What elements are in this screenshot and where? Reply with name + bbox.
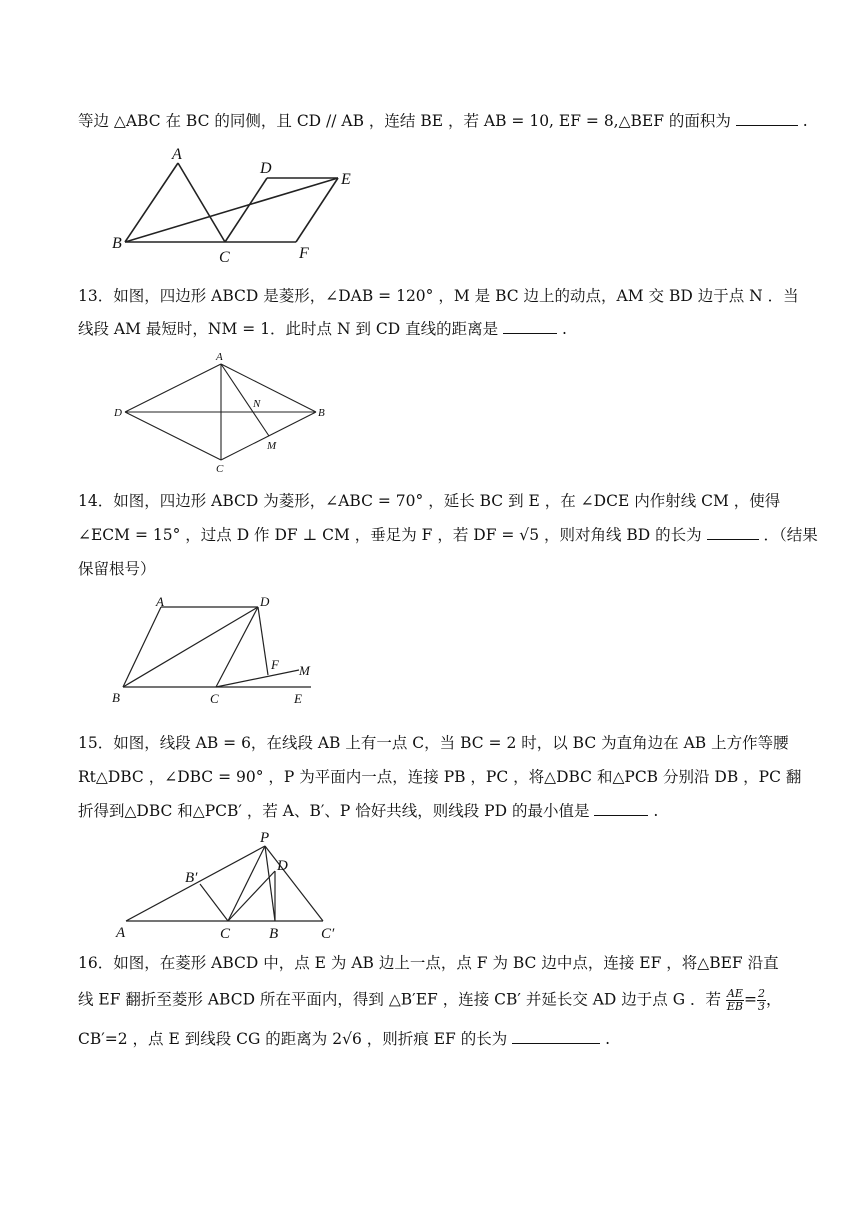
label-B: B bbox=[318, 407, 325, 419]
figure-12 bbox=[100, 140, 380, 270]
label-A: A bbox=[156, 594, 164, 609]
q15-line2: Rt△DBC ，∠DBC = 90° ，P 为平面内一点，连接 PB ，PC ，将△DBC 和△PCB 分别沿 DB ，PC 翻 bbox=[78, 768, 802, 786]
answer-blank-15[interactable] bbox=[594, 801, 648, 816]
label-C: C bbox=[216, 463, 224, 475]
fraction-numerator-2: 2 bbox=[757, 987, 765, 1000]
q12-end: . bbox=[802, 112, 808, 130]
label-F: F bbox=[271, 657, 279, 672]
q16-line3-text: CB′=2 ，点 E 到线段 CG 的距离为 2√6 ，则折痕 EF 的长为 bbox=[78, 1030, 508, 1048]
fraction-numerator: AE bbox=[726, 987, 743, 1000]
label-C: C bbox=[210, 691, 219, 706]
figure-15 bbox=[108, 824, 358, 944]
label-C-prime: C′ bbox=[321, 926, 335, 942]
label-A: A bbox=[216, 351, 223, 363]
q13-end: . bbox=[562, 320, 567, 338]
q15-line3-text: 折得到△DBC 和△PCB′ ，若 A、B′、P 恰好共线，则线段 PD 的最小值是 bbox=[78, 802, 590, 820]
q14-line2-tail: ．（结果 bbox=[763, 526, 818, 544]
label-A: A bbox=[172, 146, 182, 163]
label-D: D bbox=[114, 407, 122, 419]
fraction-ae-eb bbox=[726, 988, 744, 1013]
q14-line1: 14．如图，四边形 ABCD 为菱形，∠ABC = 70° ，延长 BC 到 E ，在 ∠DCE 内作射线 CM ，使得 bbox=[78, 492, 781, 510]
q16-line2-text: 线 EF 翻折至菱形 ABCD 所在平面内，得到 △B′EF ，连接 CB′ 并延长交 AD 边于点 G ．若 bbox=[78, 990, 722, 1009]
q16-end: . bbox=[605, 1030, 611, 1048]
q16-line1: 16．如图，在菱形 ABCD 中，点 E 为 AB 边上一点，点 F 为 BC 边中点，连接 EF ，将△BEF 沿直 bbox=[78, 954, 779, 972]
equals-sign: = bbox=[743, 990, 757, 1009]
q16-line3 bbox=[78, 1028, 784, 1050]
label-B-prime: B′ bbox=[185, 870, 198, 886]
label-N: N bbox=[253, 398, 261, 410]
figure-14 bbox=[106, 592, 336, 712]
q14-line2-text: ∠ECM = 15° ，过点 D 作 DF ⊥ CM ，垂足为 F ，若 DF = √5 ，则对角线 BD 的长为 bbox=[78, 526, 702, 544]
label-D: D bbox=[277, 858, 288, 874]
answer-blank-14[interactable] bbox=[707, 525, 759, 540]
figure-13 bbox=[110, 348, 340, 478]
fraction-two-thirds bbox=[757, 988, 766, 1013]
q12-text-body: 等边 △ABC 在 BC 的同侧，且 CD // AB ，连结 BE ，若 AB = 10, EF = 8,△BEF 的面积为 bbox=[78, 112, 731, 130]
label-E: E bbox=[341, 171, 351, 188]
label-D: D bbox=[260, 594, 270, 609]
label-B: B bbox=[269, 926, 279, 942]
q16-comma: ， bbox=[765, 990, 782, 1009]
fraction-denominator: EB bbox=[726, 1000, 744, 1013]
q15-end: . bbox=[653, 802, 659, 820]
q14-line3: 保留根号） bbox=[78, 560, 156, 578]
label-A: A bbox=[116, 925, 126, 941]
q15-line1: 15．如图，线段 AB = 6，在线段 AB 上有一点 C，当 BC = 2 时，以 BC 为直角边在 AB 上方作等腰 bbox=[78, 734, 789, 752]
label-B: B bbox=[112, 235, 122, 252]
label-C: C bbox=[220, 926, 231, 942]
fraction-denominator-3: 3 bbox=[757, 1000, 765, 1013]
q15-line3 bbox=[78, 800, 784, 822]
answer-blank-12[interactable] bbox=[736, 111, 798, 126]
label-M: M bbox=[267, 440, 277, 452]
label-P: P bbox=[260, 830, 270, 846]
q14-line2 bbox=[78, 524, 818, 546]
q13-line2-text: 线段 AM 最短时，NM = 1．此时点 N 到 CD 直线的距离是 bbox=[78, 320, 499, 338]
answer-blank-16[interactable] bbox=[512, 1029, 600, 1044]
q16-line2 bbox=[78, 988, 784, 1013]
label-B: B bbox=[112, 690, 120, 705]
label-C: C bbox=[219, 249, 230, 266]
label-E: E bbox=[294, 691, 302, 706]
q13-line1: 13．如图，四边形 ABCD 是菱形，∠DAB = 120° ，M 是 BC 边上的动点，AM 交 BD 边于点 N ．当 bbox=[78, 287, 799, 305]
q13-line2 bbox=[78, 318, 784, 340]
answer-blank-13[interactable] bbox=[503, 319, 557, 334]
q12-text bbox=[78, 110, 808, 132]
label-M: M bbox=[299, 663, 310, 678]
label-D: D bbox=[260, 160, 272, 177]
label-F: F bbox=[299, 245, 309, 262]
